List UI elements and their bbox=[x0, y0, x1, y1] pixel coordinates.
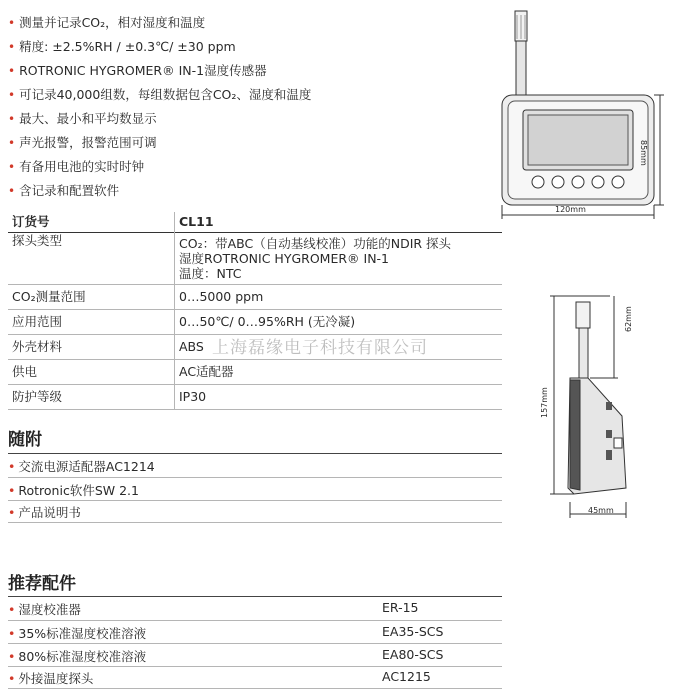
probe-stem bbox=[516, 41, 526, 95]
bullet-icon: • bbox=[8, 505, 16, 520]
list-item: • 80%标准湿度校准溶液 bbox=[8, 649, 147, 664]
bullet-icon: • bbox=[8, 649, 16, 664]
side-port bbox=[606, 430, 612, 438]
device-button bbox=[572, 176, 584, 188]
bullet-icon: • bbox=[8, 459, 16, 474]
divider bbox=[8, 500, 502, 501]
table-row: 防护等级 IP30 bbox=[8, 385, 502, 410]
side-height-label: 157mm bbox=[540, 387, 549, 418]
spec-header-row bbox=[8, 212, 502, 233]
device-button bbox=[612, 176, 624, 188]
bullet-icon: • bbox=[8, 136, 16, 150]
divider bbox=[8, 477, 502, 478]
side-depth-label: 45mm bbox=[588, 506, 614, 515]
divider bbox=[8, 688, 502, 689]
part-code: AC1215 bbox=[382, 669, 431, 684]
bullet-icon: • bbox=[8, 16, 16, 30]
list-item: • 产品说明书 bbox=[8, 505, 81, 520]
bullet-icon: • bbox=[8, 184, 16, 198]
bullet-icon: • bbox=[8, 160, 16, 174]
list-item: • 交流电源适配器AC1214 bbox=[8, 459, 155, 474]
front-width-label: 120mm bbox=[555, 205, 586, 214]
front-height-label: 85mm bbox=[639, 140, 648, 166]
device-front-drawing bbox=[488, 5, 668, 225]
bullet-icon: • bbox=[8, 626, 16, 641]
watermark: 上海磊缘电子科技有限公司 bbox=[212, 338, 428, 358]
feature-item: • 声光报警，报警范围可调 bbox=[8, 135, 157, 150]
list-item: • 外接温度探头 bbox=[8, 671, 94, 686]
divider bbox=[8, 643, 502, 644]
feature-item: • 最大、最小和平均数显示 bbox=[8, 111, 157, 126]
part-code: EA35-SCS bbox=[382, 624, 444, 639]
table-row: 外壳材料 ABS bbox=[8, 335, 502, 360]
feature-item: • 有备用电池的实时时钟 bbox=[8, 159, 145, 174]
side-probe-stem bbox=[579, 328, 588, 378]
bullet-icon: • bbox=[8, 40, 16, 54]
divider bbox=[8, 596, 502, 597]
bullet-icon: • bbox=[8, 64, 16, 78]
bullet-icon: • bbox=[8, 112, 16, 126]
feature-item: • 可记录40,000组数，每组数据包含CO₂、湿度和温度 bbox=[8, 87, 312, 102]
side-probe-tip bbox=[576, 302, 590, 328]
accessories-title: 随附 bbox=[8, 430, 42, 450]
bullet-icon: • bbox=[8, 88, 16, 102]
bullet-icon: • bbox=[8, 602, 16, 617]
table-row: 供电 AC适配器 bbox=[8, 360, 502, 385]
order-number-value: CL11 bbox=[179, 214, 214, 229]
spec-table bbox=[8, 212, 502, 410]
order-number-label: 订货号 bbox=[8, 212, 175, 233]
feature-item: • 精度: ±2.5%RH / ±0.3℃/ ±30 ppm bbox=[8, 39, 236, 54]
feature-item: • 测量并记录CO₂，相对湿度和温度 bbox=[8, 15, 206, 30]
table-row: 探头类型 CO₂：带ABC（自动基线校准）功能的NDIR 探头 湿度ROTRONIC HYGROMER® IN-1 温度：NTC bbox=[8, 233, 502, 285]
list-item: • 35%标准湿度校准溶液 bbox=[8, 626, 147, 641]
device-button bbox=[532, 176, 544, 188]
feature-item: • ROTRONIC HYGROMER® IN-1湿度传感器 bbox=[8, 63, 267, 78]
probe-height-label: 62mm bbox=[624, 306, 633, 332]
divider bbox=[8, 620, 502, 621]
feature-item: • 含记录和配置软件 bbox=[8, 183, 120, 198]
divider bbox=[8, 522, 502, 523]
table-row: 应用范围 0…50℃/ 0…95%RH (无冷凝) bbox=[8, 310, 502, 335]
part-code: EA80-SCS bbox=[382, 647, 444, 662]
divider bbox=[8, 666, 502, 667]
recommended-title: 推荐配件 bbox=[8, 574, 76, 594]
bullet-icon: • bbox=[8, 483, 16, 498]
side-port bbox=[606, 402, 612, 410]
bullet-icon: • bbox=[8, 671, 16, 686]
table-row: CO₂测量范围 0…5000 ppm bbox=[8, 285, 502, 310]
part-code: ER-15 bbox=[382, 600, 419, 615]
side-port bbox=[606, 450, 612, 460]
divider bbox=[8, 453, 502, 454]
device-button bbox=[552, 176, 564, 188]
device-button bbox=[592, 176, 604, 188]
list-item: • 湿度校准器 bbox=[8, 602, 81, 617]
list-item: • Rotronic软件SW 2.1 bbox=[8, 483, 139, 498]
